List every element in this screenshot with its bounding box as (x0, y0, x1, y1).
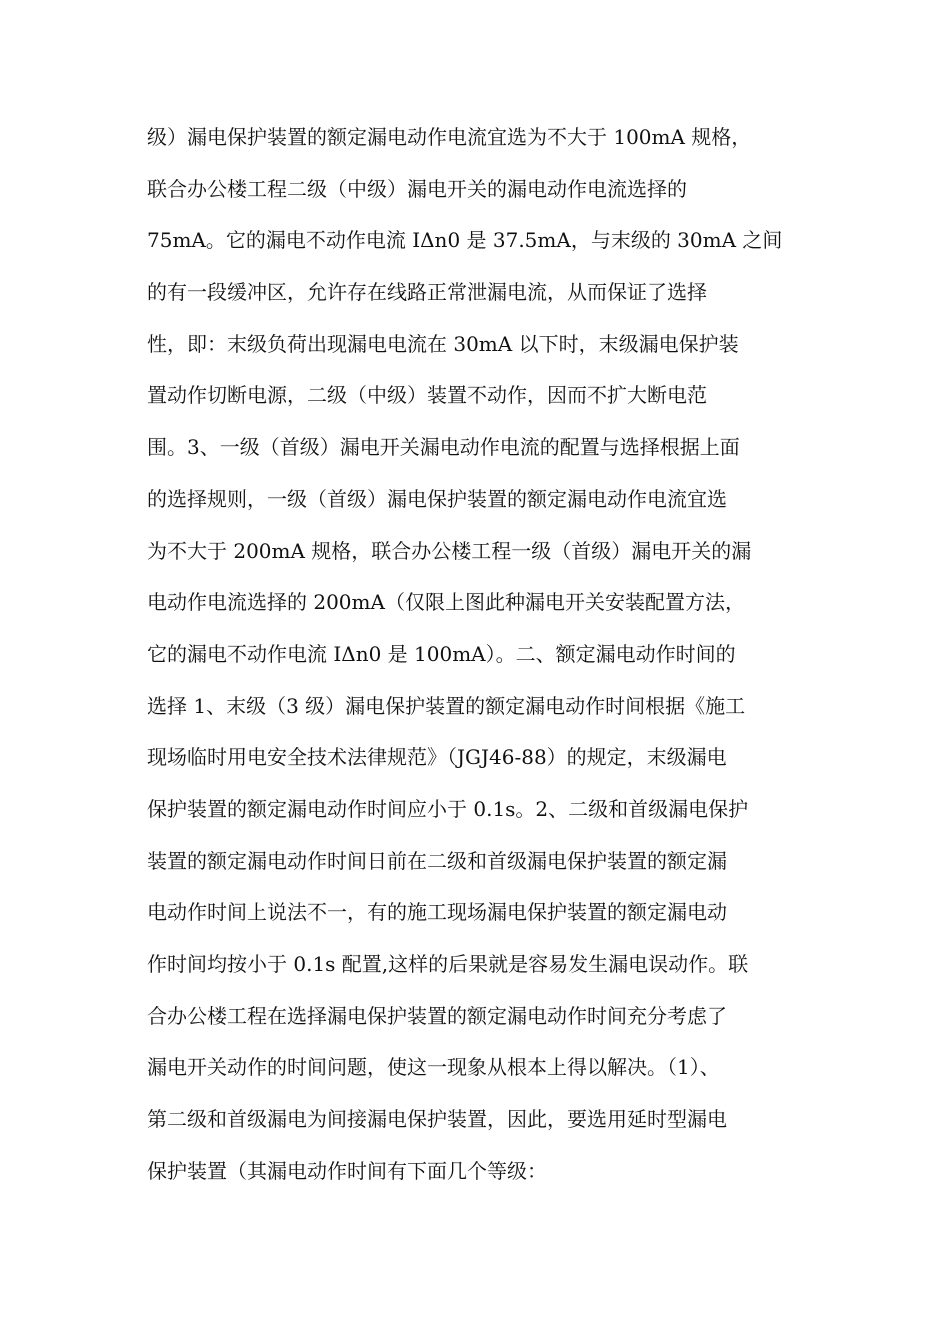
text-line: 保护装置的额定漏电动作时间应小于 0.1s。2、二级和首级漏电保护 (147, 796, 749, 821)
text-line: 围。3、一级（首级）漏电开关漏电动作电流的配置与选择根据上面 (147, 435, 740, 460)
text-line: 现场临时用电安全技术法律规范》（JGJ46-88）的规定，末级漏电 (147, 745, 727, 770)
text-line: 电动作电流选择的 200mA（仅限上图此种漏电开关安装配置方法， (147, 590, 745, 615)
text-line: 的选择规则，一级（首级）漏电保护装置的额定漏电动作电流宜选 (147, 486, 727, 511)
body-text (147, 112, 827, 1197)
text-line: 电动作时间上说法不一，有的施工现场漏电保护装置的额定漏电动 (147, 900, 727, 925)
text-line: 级）漏电保护装置的额定漏电动作电流宜选为不大于 100mA 规格， (147, 125, 752, 149)
text-line: 为不大于 200mA 规格，联合办公楼工程一级（首级）漏电开关的漏 (147, 538, 752, 563)
text-line: 第二级和首级漏电为间接漏电保护装置，因此，要选用延时型漏电 (147, 1107, 727, 1132)
text-line: 置动作切断电源，二级（中级）装置不动作，因而不扩大断电范 (147, 383, 707, 408)
text-line: 75mA。它的漏电不动作电流 IΔn0 是 37.5mA，与末级的 30mA 之间 (147, 228, 783, 253)
text-line: 选择 1、末级（3 级）漏电保护装置的额定漏电动作时间根据《施工 (147, 693, 746, 718)
text-line: 作时间均按小于 0.1s 配置,这样的后果就是容易发生漏电误动作。联 (147, 952, 749, 976)
text-line: 联合办公楼工程二级（中级）漏电开关的漏电动作电流选择的 (147, 176, 687, 201)
text-line: 性，即：末级负荷出现漏电电流在 30mA 以下时，末级漏电保护装 (147, 331, 739, 356)
text-line: 的有一段缓冲区，允许存在线路正常泄漏电流，从而保证了选择 (147, 280, 707, 305)
text-line: 合办公楼工程在选择漏电保护装置的额定漏电动作时间充分考虑了 (147, 1003, 727, 1028)
text-line: 装置的额定漏电动作时间日前在二级和首级漏电保护装置的额定漏 (147, 848, 727, 873)
text-line: 保护装置（其漏电动作时间有下面几个等级： (147, 1158, 547, 1183)
text-line: 它的漏电不动作电流 IΔn0 是 100mA）。二、额定漏电动作时间的 (147, 641, 736, 666)
text-line: 漏电开关动作的时间问题，使这一现象从根本上得以解决。（1）、 (147, 1055, 720, 1080)
